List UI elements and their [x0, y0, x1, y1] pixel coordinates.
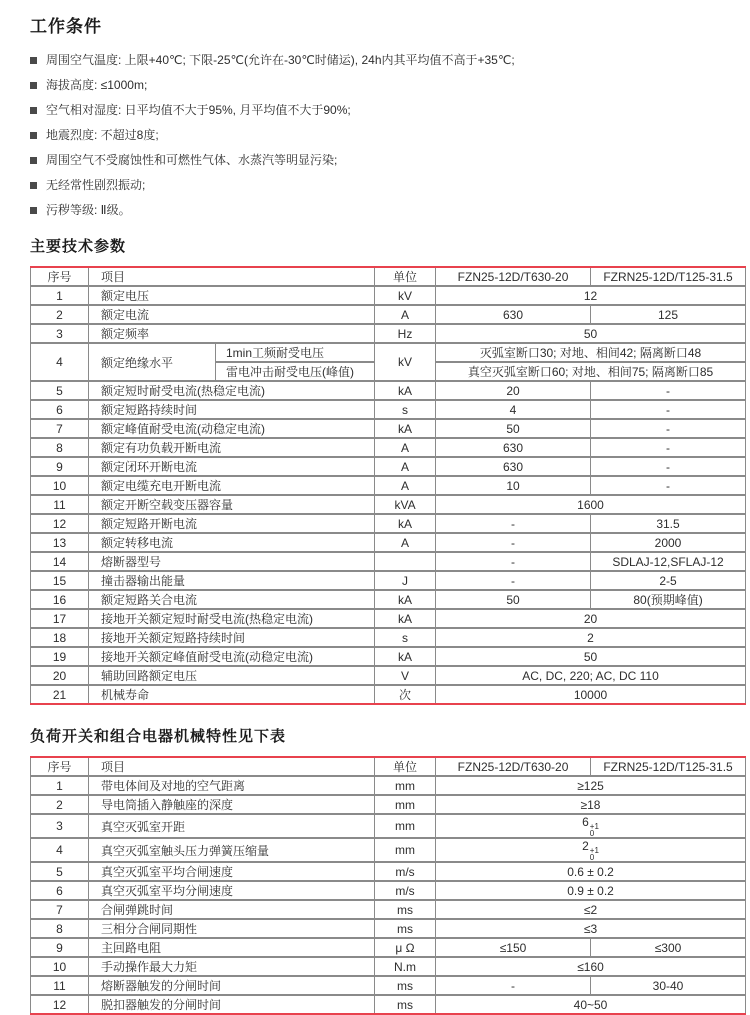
tech-params-table	[30, 266, 746, 705]
table-row	[31, 400, 746, 419]
table-row	[31, 900, 746, 919]
unit-cell: mm	[375, 838, 436, 862]
value-cell-model-2: -	[591, 400, 746, 419]
table-row	[31, 305, 746, 324]
table-row	[31, 995, 746, 1014]
value-cell-model-1: 4	[436, 400, 591, 419]
item-cell: 额定开断空载变压器容量	[89, 495, 375, 514]
row-number-cell: 5	[31, 381, 89, 400]
row-number-cell: 2	[31, 305, 89, 324]
value-cell-model-1: -	[436, 571, 591, 590]
tolerance-stack: +1 0	[589, 822, 599, 838]
table-row	[31, 938, 746, 957]
item-cell: 额定短路持续时间	[89, 400, 375, 419]
item-cell: 额定绝缘水平	[89, 343, 216, 381]
item-cell: 主回路电阻	[89, 938, 375, 957]
value-cell-model-2: 30-40	[591, 976, 746, 995]
bullet-square-icon	[30, 157, 37, 164]
table-row	[31, 976, 746, 995]
bullet-square-icon	[30, 132, 37, 139]
row-number-cell: 10	[31, 476, 89, 495]
col-header-no: 序号	[31, 267, 89, 286]
value-cell: ≥125	[436, 776, 746, 795]
value-cell: 真空灭弧室断口60; 对地、相间75; 隔离断口85	[436, 362, 746, 381]
table-row	[31, 457, 746, 476]
table-row	[31, 609, 746, 628]
table-row	[31, 533, 746, 552]
unit-cell: Hz	[375, 324, 436, 343]
tolerance-stack: +1 0	[589, 846, 599, 862]
item-cell: 真空灭弧室触头压力弹簧压缩量	[89, 838, 375, 862]
row-number-cell: 3	[31, 814, 89, 838]
row-number-cell: 10	[31, 957, 89, 976]
item-cell: 真空灭弧室平均分闸速度	[89, 881, 375, 900]
value-cell: 20	[436, 609, 746, 628]
row-number-cell: 19	[31, 647, 89, 666]
sub-item-cell: 雷电冲击耐受电压(峰值)	[216, 362, 375, 381]
bullet-square-icon	[30, 57, 37, 64]
table-row	[31, 514, 746, 533]
condition-item	[30, 53, 745, 67]
unit-cell: s	[375, 400, 436, 419]
item-cell: 撞击器输出能量	[89, 571, 375, 590]
unit-cell: mm	[375, 795, 436, 814]
mech-chars-table	[30, 756, 746, 1015]
row-number-cell: 1	[31, 286, 89, 305]
condition-item	[30, 203, 745, 217]
item-cell: 额定电流	[89, 305, 375, 324]
table-row	[31, 776, 746, 795]
value-cell-model-1: 20	[436, 381, 591, 400]
table-row	[31, 495, 746, 514]
value-cell-model-1: 630	[436, 305, 591, 324]
condition-text: 周围空气温度: 上限+40℃; 下限-25℃(允许在-30℃时储运), 24h内其平均值不高于+35℃;	[46, 53, 515, 67]
value-cell: ≥18	[436, 795, 746, 814]
unit-cell: A	[375, 476, 436, 495]
row-number-cell: 7	[31, 419, 89, 438]
value-cell-model-2: 125	[591, 305, 746, 324]
row-number-cell: 16	[31, 590, 89, 609]
item-cell: 辅助回路额定电压	[89, 666, 375, 685]
unit-cell: mm	[375, 814, 436, 838]
bullet-square-icon	[30, 207, 37, 214]
item-cell: 三相分合闸同期性	[89, 919, 375, 938]
table-row	[31, 419, 746, 438]
table-row	[31, 647, 746, 666]
table-row	[31, 628, 746, 647]
value-cell: 6 +1 0	[436, 814, 746, 838]
item-cell: 接地开关额定峰值耐受电流(动稳定电流)	[89, 647, 375, 666]
unit-cell: kA	[375, 381, 436, 400]
row-number-cell: 1	[31, 776, 89, 795]
table-row	[31, 324, 746, 343]
row-number-cell: 9	[31, 457, 89, 476]
table-row	[31, 571, 746, 590]
unit-cell: kV	[375, 286, 436, 305]
value-cell-model-2: 31.5	[591, 514, 746, 533]
col-header-no: 序号	[31, 757, 89, 776]
value-cell: 1600	[436, 495, 746, 514]
row-number-cell: 11	[31, 976, 89, 995]
value-cell: ≤160	[436, 957, 746, 976]
condition-item	[30, 103, 745, 117]
value-cell-model-2: 2000	[591, 533, 746, 552]
condition-item	[30, 153, 745, 167]
value-cell: AC, DC, 220; AC, DC 110	[436, 666, 746, 685]
table-row	[31, 957, 746, 976]
value-cell: ≤3	[436, 919, 746, 938]
unit-cell: ms	[375, 976, 436, 995]
unit-cell: kA	[375, 609, 436, 628]
table-row	[31, 814, 746, 838]
sub-item-cell: 1min工频耐受电压	[216, 343, 375, 362]
row-number-cell: 21	[31, 685, 89, 704]
value-cell-model-1: 50	[436, 419, 591, 438]
unit-cell: N.m	[375, 957, 436, 976]
table-row	[31, 919, 746, 938]
row-number-cell: 8	[31, 438, 89, 457]
bullet-square-icon	[30, 182, 37, 189]
section-title-mech-chars: 负荷开关和组合电器机械特性见下表	[30, 728, 287, 745]
unit-cell: kA	[375, 514, 436, 533]
row-number-cell: 4	[31, 838, 89, 862]
item-cell: 真空灭弧室平均合闸速度	[89, 862, 375, 881]
value-cell: 50	[436, 324, 746, 343]
item-cell: 导电筒插入静触座的深度	[89, 795, 375, 814]
value-cell-model-1: -	[436, 533, 591, 552]
value-cell: 10000	[436, 685, 746, 704]
col-header-unit: 单位	[375, 757, 436, 776]
item-cell: 合闸弹跳时间	[89, 900, 375, 919]
value-cell: ≤2	[436, 900, 746, 919]
item-cell: 接地开关额定短时耐受电流(热稳定电流)	[89, 609, 375, 628]
col-header-unit: 单位	[375, 267, 436, 286]
unit-cell: A	[375, 305, 436, 324]
value-cell-model-2: 80(预期峰值)	[591, 590, 746, 609]
table-row	[31, 590, 746, 609]
value-cell: 0.6 ± 0.2	[436, 862, 746, 881]
col-header-model-1: FZN25-12D/T630-20	[436, 757, 591, 776]
table-row	[31, 438, 746, 457]
unit-cell: V	[375, 666, 436, 685]
table-row	[31, 795, 746, 814]
row-number-cell: 11	[31, 495, 89, 514]
value-cell: 40~50	[436, 995, 746, 1014]
col-header-item: 项目	[89, 267, 375, 286]
value-cell: 2 +1 0	[436, 838, 746, 862]
unit-cell: 次	[375, 685, 436, 704]
item-cell: 额定转移电流	[89, 533, 375, 552]
unit-cell: A	[375, 438, 436, 457]
value-cell: 12	[436, 286, 746, 305]
row-number-cell: 12	[31, 514, 89, 533]
value-cell-model-2: -	[591, 381, 746, 400]
bullet-square-icon	[30, 107, 37, 114]
row-number-cell: 3	[31, 324, 89, 343]
row-number-cell: 6	[31, 881, 89, 900]
unit-cell: A	[375, 533, 436, 552]
row-number-cell: 7	[31, 900, 89, 919]
row-number-cell: 9	[31, 938, 89, 957]
working-conditions-list	[30, 53, 745, 217]
table-row	[31, 381, 746, 400]
table-row	[31, 343, 746, 362]
row-number-cell: 12	[31, 995, 89, 1014]
value-cell-model-1: 50	[436, 590, 591, 609]
unit-cell: kVA	[375, 495, 436, 514]
unit-cell: s	[375, 628, 436, 647]
unit-cell: kA	[375, 647, 436, 666]
item-cell: 额定短路关合电流	[89, 590, 375, 609]
value-cell-model-2: ≤300	[591, 938, 746, 957]
row-number-cell: 8	[31, 919, 89, 938]
row-number-cell: 14	[31, 552, 89, 571]
unit-cell: m/s	[375, 881, 436, 900]
col-header-model-2: FZRN25-12D/T125-31.5	[591, 757, 746, 776]
row-number-cell: 5	[31, 862, 89, 881]
value-cell-model-2: SDLAJ-12,SFLAJ-12	[591, 552, 746, 571]
unit-cell: μ Ω	[375, 938, 436, 957]
value-cell-model-1: 630	[436, 438, 591, 457]
table-header-row	[31, 757, 746, 776]
bullet-square-icon	[30, 82, 37, 89]
table-row	[31, 862, 746, 881]
unit-cell: mm	[375, 776, 436, 795]
condition-text: 无经常性剧烈振动;	[46, 178, 146, 192]
value-cell: 0.9 ± 0.2	[436, 881, 746, 900]
condition-text: 周围空气不受腐蚀性和可燃性气体、水蒸汽等明显污染;	[46, 153, 338, 167]
item-cell: 机械寿命	[89, 685, 375, 704]
condition-item	[30, 78, 745, 92]
unit-cell: J	[375, 571, 436, 590]
value-cell-model-1: -	[436, 514, 591, 533]
table-row	[31, 552, 746, 571]
col-header-item: 项目	[89, 757, 375, 776]
item-cell: 额定电缆充电开断电流	[89, 476, 375, 495]
value-cell: 灭弧室断口30; 对地、相间42; 隔离断口48	[436, 343, 746, 362]
unit-cell: ms	[375, 900, 436, 919]
table-header-row	[31, 267, 746, 286]
unit-cell: A	[375, 457, 436, 476]
value-cell-model-2: -	[591, 419, 746, 438]
item-cell: 熔断器触发的分闸时间	[89, 976, 375, 995]
row-number-cell: 20	[31, 666, 89, 685]
value-cell-model-2: -	[591, 457, 746, 476]
table-row	[31, 476, 746, 495]
item-cell: 额定短时耐受电流(热稳定电流)	[89, 381, 375, 400]
item-cell: 接地开关额定短路持续时间	[89, 628, 375, 647]
col-header-model-1: FZN25-12D/T630-20	[436, 267, 591, 286]
row-number-cell: 18	[31, 628, 89, 647]
item-cell: 额定电压	[89, 286, 375, 305]
condition-text: 地震烈度: 不超过8度;	[46, 128, 159, 142]
value-cell-model-1: -	[436, 552, 591, 571]
condition-text: 海拔高度: ≤1000m;	[46, 78, 148, 92]
value-cell-model-1: 630	[436, 457, 591, 476]
value-cell-model-1: ≤150	[436, 938, 591, 957]
value-cell: 50	[436, 647, 746, 666]
unit-cell: ms	[375, 919, 436, 938]
table-row	[31, 838, 746, 862]
row-number-cell: 17	[31, 609, 89, 628]
table-row	[31, 685, 746, 704]
value-cell-model-2: -	[591, 476, 746, 495]
item-cell: 额定峰值耐受电流(动稳定电流)	[89, 419, 375, 438]
col-header-model-2: FZRN25-12D/T125-31.5	[591, 267, 746, 286]
unit-cell: kV	[375, 343, 436, 381]
value-cell-model-1: -	[436, 976, 591, 995]
condition-text: 空气相对湿度: 日平均值不大于95%, 月平均值不大于90%;	[46, 103, 351, 117]
item-cell: 真空灭弧室开距	[89, 814, 375, 838]
item-cell: 手动操作最大力矩	[89, 957, 375, 976]
unit-cell: ms	[375, 995, 436, 1014]
row-number-cell: 2	[31, 795, 89, 814]
item-cell: 额定有功负载开断电流	[89, 438, 375, 457]
condition-text: 污秽等级: Ⅱ级。	[46, 203, 131, 217]
value-cell: 2	[436, 628, 746, 647]
value-cell-model-1: 10	[436, 476, 591, 495]
unit-cell: m/s	[375, 862, 436, 881]
item-cell: 额定闭环开断电流	[89, 457, 375, 476]
row-number-cell: 13	[31, 533, 89, 552]
condition-item	[30, 178, 745, 192]
unit-cell: kA	[375, 590, 436, 609]
item-cell: 脱扣器触发的分闸时间	[89, 995, 375, 1014]
table-row	[31, 286, 746, 305]
unit-cell: kA	[375, 419, 436, 438]
section-title-tech-params: 主要技术参数	[30, 238, 127, 255]
value-cell-model-2: -	[591, 438, 746, 457]
unit-cell	[375, 552, 436, 571]
section-title-working-conditions: 工作条件	[30, 17, 102, 36]
condition-item	[30, 128, 745, 142]
item-cell: 额定频率	[89, 324, 375, 343]
item-cell: 熔断器型号	[89, 552, 375, 571]
item-cell: 额定短路开断电流	[89, 514, 375, 533]
table-row	[31, 881, 746, 900]
item-cell: 带电体间及对地的空气距离	[89, 776, 375, 795]
value-cell-model-2: 2-5	[591, 571, 746, 590]
row-number-cell: 4	[31, 343, 89, 381]
table-row	[31, 666, 746, 685]
row-number-cell: 15	[31, 571, 89, 590]
row-number-cell: 6	[31, 400, 89, 419]
